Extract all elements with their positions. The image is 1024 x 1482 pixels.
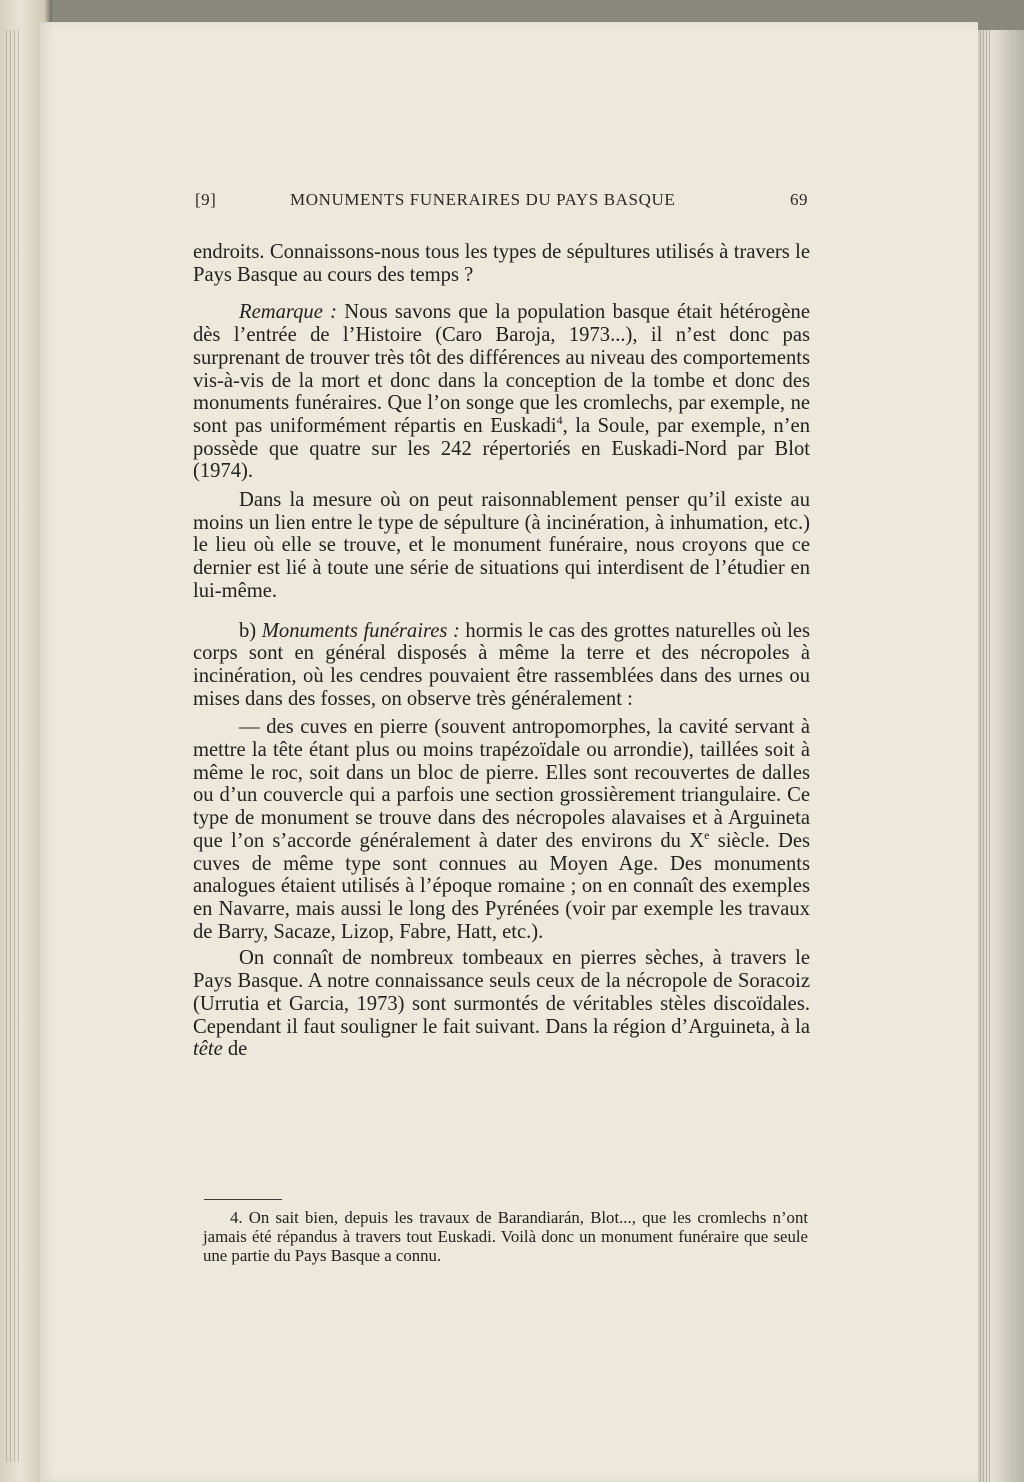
paragraph-remarque <box>193 301 810 483</box>
footnote-ref-4: 4 <box>556 413 563 428</box>
monuments-label: Monuments funéraires : <box>261 619 460 642</box>
paragraph-monuments <box>193 620 810 711</box>
tombeaux-text-a: On connaît de nombreux tombeaux en pierres sèches, à travers le Pays Basque. A notre connaissance seuls ceux de la nécropole de Soracoiz (Urrutia et Garcia, 1973) sont surmontés de véritables stèles discoïdales. Cependant il faut souligner le fait suivant. Dans la région d’Arguineta, à la <box>193 947 810 1038</box>
running-head <box>195 190 808 214</box>
paragraph-tombeaux <box>193 947 810 1061</box>
remarque-label: Remarque : <box>239 301 337 324</box>
paragraph-cuves <box>193 716 810 943</box>
footnote-rule <box>204 1199 282 1200</box>
cuves-text-a: — des cuves en pierre (souvent antropomorphes, la cavité servant à mettre la tête étant plus ou moins trapézoïdale ou arrondie), taillées soit à même le roc, soit dans un bloc de pierre. Elles sont recouvertes de dalles ou d’un couvercle qui a parfois une section grossièrement triangulaire. Ce type de monument se trouve dans des nécropoles alavaises et à Arguineta que l’on s’accorde généralement à dater des environs du X <box>193 716 810 852</box>
century-superscript: e <box>704 828 710 843</box>
section-marker: [9] <box>195 190 217 209</box>
footnote-4: 4. On sait bien, depuis les travaux de Barandiarán, Blot..., que les cromlechs n’ont jamais été répandus à travers tout Euskadi. Voilà donc un monument funéraire que seule une partie du Pays Basque a connu. <box>203 1208 808 1265</box>
page-number: 69 <box>790 190 808 209</box>
monuments-text: hormis le cas des grottes naturelles où les corps sont en général disposés à même la terre et des nécropoles à incinération, où les cendres pouvaient être rassemblées dans des urnes ou mises dans des fosses, on observe très généralement : <box>193 619 811 710</box>
body-text <box>193 241 810 1061</box>
cuves-text-b: siècle. Des cuves de même type sont connues au Moyen Age. Des monuments analogues étaient utilisés à l’époque romaine ; on en connaît des exemples en Navarre, mais aussi le long des Pyrénées (voir par exemple les travaux de Barry, Sacaze, Lizop, Fabre, Hatt, etc.). <box>193 829 810 943</box>
section-b-prefix: b) <box>239 619 262 642</box>
paragraph-3: Dans la mesure où on peut raisonnablement penser qu’il existe au moins un lien entre le type de sépulture (à incinération, à inhumation, etc.) le lieu où elle se trouve, et le monument funéraire, nous croyons que ce dernier est lié à toute une série de situations qui interdisent de l’étudier en lui-même. <box>193 489 810 602</box>
tete-italic: tête <box>193 1038 223 1061</box>
remarque-text-b: , la Soule, par exemple, n’en possède que quatre sur les 242 répertoriés en Euskadi-Nord par Blot (1974). <box>193 414 810 483</box>
footnote <box>203 1208 808 1265</box>
remarque-text-a: Nous savons que la population basque était hétérogène dès l’entrée de l’Histoire (Caro Baroja, 1973...), il n’est donc pas surprenant de trouver très tôt des différences au niveau des comportements vis-à-vis de la mort et donc dans la conception de la tombe et donc des monuments funéraires. Que l’on songe que les cromlechs, par exemple, ne sont pas uniformément répartis en Euskadi <box>193 301 810 437</box>
running-title: MONUMENTS FUNERAIRES DU PAYS BASQUE <box>290 190 676 209</box>
paragraph-1: endroits. Connaissons-nous tous les types de sépultures utilisés à travers le Pays Basque au cours des temps ? <box>193 241 810 286</box>
page-stack-edge <box>978 30 1024 1482</box>
tombeaux-text-b: de <box>222 1038 248 1061</box>
